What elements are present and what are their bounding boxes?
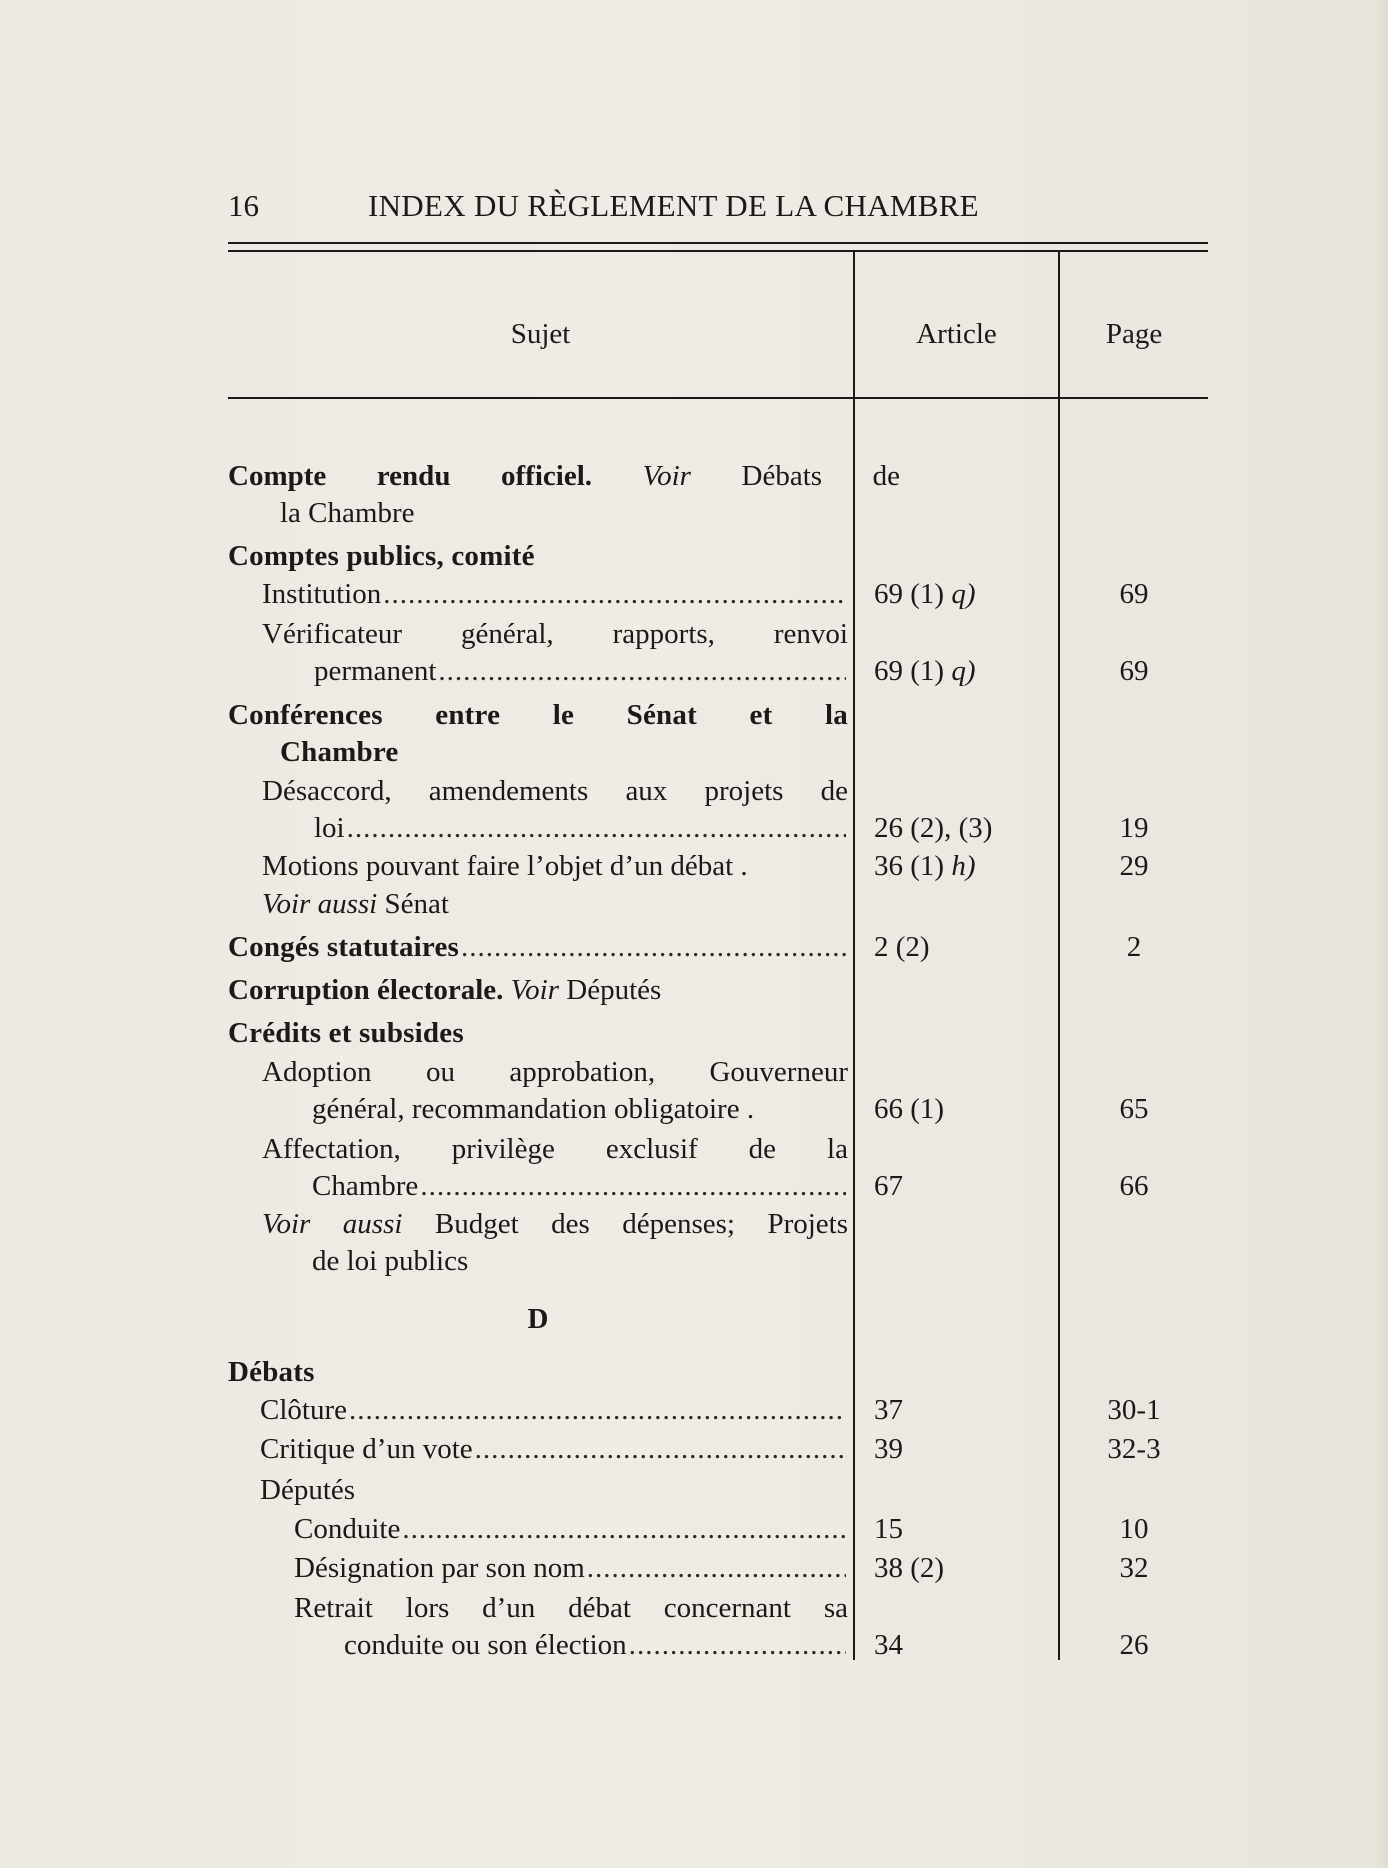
page-ref: 69: [1119, 655, 1149, 687]
index-heading-continued: Chambre: [280, 736, 399, 768]
dot-leader: [420, 1168, 846, 1205]
index-subentry: Vérificateur général, rapports, renvoi: [262, 618, 848, 650]
index-subsubentry-continued: conduite ou son élection .....: [344, 1627, 848, 1664]
dot-leader: [349, 1392, 846, 1429]
index-subentry: Clôture .....: [260, 1392, 848, 1429]
index-subentry-continued: général, recommandation obligatoire .: [312, 1093, 755, 1125]
dot-leader: [383, 576, 846, 613]
page-ref: 19: [1119, 812, 1149, 844]
running-title: INDEX DU RÈGLEMENT DE LA CHAMBRE: [368, 188, 979, 223]
dot-leader: [461, 929, 846, 966]
page-ref: 10: [1119, 1513, 1149, 1545]
article-ref: 39: [874, 1433, 903, 1465]
article-ref: 26 (2), (3): [874, 812, 993, 844]
index-heading: Corruption électorale. Voir Députés: [228, 974, 662, 1006]
index-subentry: Institution .....: [262, 576, 848, 613]
index-heading: Congés statutaires .....: [228, 929, 848, 966]
index-subentry-continued: Chambre .....: [312, 1168, 848, 1205]
page-ref: 30-1: [1107, 1394, 1161, 1426]
header-rule: [228, 397, 1208, 399]
index-subentry: Députés: [260, 1474, 356, 1506]
page-ref: 26: [1119, 1629, 1149, 1661]
column-header-subject: Sujet: [510, 318, 571, 350]
article-ref: 15: [874, 1513, 903, 1545]
index-subentry: Affectation, privilège exclusif de la: [262, 1133, 848, 1165]
top-rule-1: [228, 242, 1208, 244]
column-header-page: Page: [1105, 318, 1163, 350]
page-edge-shadow: [1374, 0, 1388, 1868]
article-ref: 37: [874, 1394, 903, 1426]
dot-leader: [475, 1431, 846, 1468]
article-ref: 67: [874, 1170, 903, 1202]
dot-leader: [438, 653, 846, 690]
index-subsubentry: Désignation par son nom .....: [294, 1550, 848, 1587]
index-heading: Compte rendu officiel. Voir Débats de la Chambre: [228, 460, 901, 529]
top-rule-2: [228, 250, 1208, 252]
page-ref: 69: [1119, 578, 1149, 610]
index-subentry: Adoption ou approbation, Gouverneur: [262, 1056, 848, 1088]
column-header-article: Article: [916, 318, 997, 350]
section-letter: D: [527, 1303, 549, 1335]
index-heading: Débats: [228, 1356, 315, 1388]
see-also-reference-continued: de loi publics: [312, 1245, 469, 1277]
page-ref: 66: [1119, 1170, 1149, 1202]
index-heading: Crédits et subsides: [228, 1017, 464, 1049]
index-subentry-continued: loi .....: [314, 810, 848, 847]
index-subentry-continued: permanent .....: [314, 653, 848, 690]
article-ref: 36 (1) h): [874, 850, 976, 882]
dot-leader: [347, 810, 846, 847]
dot-leader: [629, 1627, 846, 1664]
index-subsubentry: Conduite .....: [294, 1511, 848, 1548]
article-ref: 38 (2): [874, 1552, 945, 1584]
page-ref: 2: [1126, 931, 1142, 963]
page-ref: 65: [1119, 1093, 1149, 1125]
article-ref: 66 (1): [874, 1093, 945, 1125]
article-ref: 69 (1) q): [874, 655, 976, 687]
see-also-reference: Voir aussi Sénat: [262, 888, 449, 920]
index-heading: Comptes publics, comité: [228, 540, 535, 572]
article-ref: 2 (2): [874, 931, 930, 963]
index-subentry: Désaccord, amendements aux projets de: [262, 775, 848, 807]
page-ref: 32: [1119, 1552, 1149, 1584]
index-heading: Conférences entre le Sénat et la: [228, 699, 848, 731]
running-head: [228, 188, 1078, 228]
index-subentry: Critique d’un vote .....: [260, 1431, 848, 1468]
index-subsubentry: Retrait lors d’un débat concernant sa: [294, 1592, 848, 1624]
dot-leader: [402, 1511, 846, 1548]
see-also-reference: Voir aussi Budget des dépenses; Projets: [262, 1208, 849, 1240]
article-ref: 34: [874, 1629, 903, 1661]
article-ref: 69 (1) q): [874, 578, 976, 610]
page-ref: 29: [1119, 850, 1149, 882]
dot-leader: [587, 1550, 846, 1587]
page-ref: 32-3: [1107, 1433, 1161, 1465]
index-subentry: Motions pouvant faire l’objet d’un débat .: [262, 850, 748, 882]
page-number: 16: [228, 188, 259, 223]
